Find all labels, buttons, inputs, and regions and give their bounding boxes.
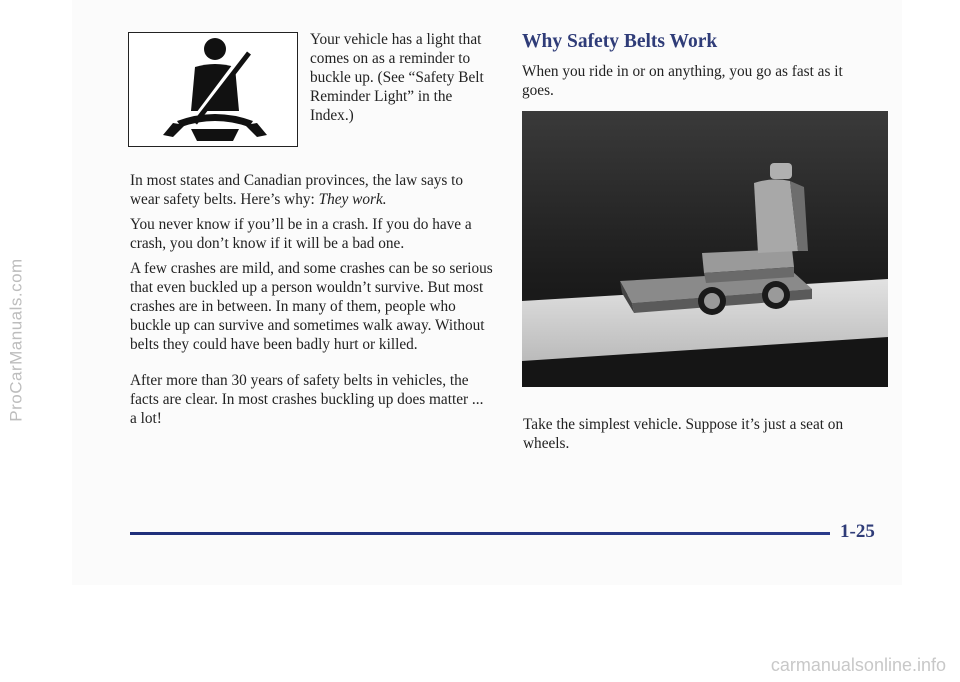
law-paragraph — [130, 171, 485, 209]
seat-on-wheels-caption: Take the simplest vehicle. Suppose it’s just a seat on wheels. — [523, 416, 844, 452]
seat-belt-icon — [129, 33, 299, 148]
ride-paragraph: When you ride in or on anything, you go as fast as it goes. — [522, 63, 843, 99]
seat-on-wheels-photo — [522, 111, 888, 387]
page-number: 1-25 — [840, 521, 875, 542]
crash-paragraph: You never know if you’ll be in a crash. If you do have a crash, you don’t know if it will be a bad one. — [130, 216, 472, 252]
law-paragraph-emphasis: They work. — [318, 191, 387, 208]
section-heading: Why Safety Belts Work — [522, 31, 718, 52]
footer-rule — [130, 532, 830, 535]
seat-on-wheels-illustration — [522, 111, 888, 387]
years-paragraph: After more than 30 years of safety belts in vehicles, the facts are clear. In most crashes buckling up does matter ... a lot! — [130, 372, 484, 427]
seat-belt-icon-box — [128, 32, 298, 147]
reminder-light-paragraph: Your vehicle has a light that comes on as a reminder to buckle up. (See “Safety Belt Reminder Light” in the Index.) — [310, 31, 484, 124]
side-watermark-text: ProCarManuals.com — [7, 258, 27, 422]
law-paragraph-text: In most states and Canadian provinces, the law says to wear safety belts. Here’s why: — [130, 172, 464, 208]
bottom-watermark: carmanualsonline.info — [770, 655, 946, 675]
mild-crashes-paragraph: A few crashes are mild, and some crashes can be so serious that even buckled up a person wouldn’t survive. But most crashes are in between. In many of them, people who buckle up can survive and sometimes walk away. Without belts they could have been badly hurt or killed. — [130, 260, 493, 353]
side-watermark — [2, 50, 32, 630]
